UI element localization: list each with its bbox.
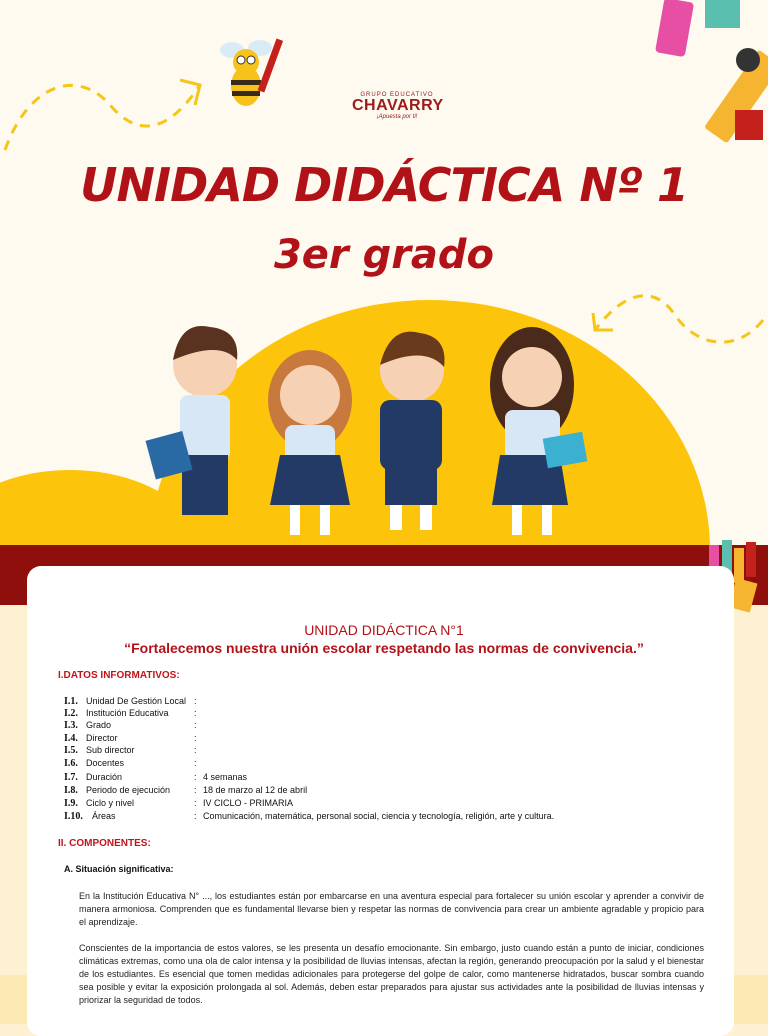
info-colon: : — [194, 745, 197, 755]
info-colon: : — [194, 798, 197, 808]
info-value: IV CICLO - PRIMARIA — [203, 798, 294, 808]
info-value: 4 semanas — [203, 772, 248, 782]
info-number: I.7. — [64, 772, 78, 783]
info-label: Director — [86, 733, 118, 743]
info-row — [64, 733, 724, 745]
cover-grade: 3er grado — [273, 232, 495, 278]
info-row — [64, 772, 724, 784]
document-title: UNIDAD DIDÁCTICA N°1 — [304, 622, 464, 638]
info-row — [64, 708, 724, 720]
info-colon: : — [194, 733, 197, 743]
section-heading-componentes: II. COMPONENTES: — [58, 838, 151, 849]
info-colon: : — [194, 720, 197, 730]
info-colon: : — [194, 785, 197, 795]
info-label: Grado — [86, 720, 112, 730]
paragraph-1: En la Institución Educativa N° ..., los estudiantes están por embarcarse en una aventura especial para fortalecer su unión escolar y aprender a convivir de manera armoniosa. Comprenden que es fundamental llevarse bien y respetar las normas de convivencia para crear un ambiente agradable y propicio para el aprendizaje. — [79, 891, 704, 927]
student-girl-1 — [268, 350, 352, 535]
info-number: I.2. — [64, 708, 78, 719]
student-boy-1 — [146, 326, 238, 515]
info-number: I.5. — [64, 745, 78, 756]
info-value: Comunicación, matemática, personal social, ciencia y tecnología, religión, arte y cultura. — [203, 811, 555, 821]
document-subtitle: “Fortalecemos nuestra unión escolar respetando las normas de convivencia.” — [124, 640, 644, 656]
info-row — [64, 720, 724, 732]
info-colon: : — [194, 772, 197, 782]
info-colon: : — [194, 696, 197, 706]
logo-slogan: ¡Apuesta por ti! — [376, 114, 418, 120]
info-number: I.3. — [64, 720, 78, 731]
dashed-arrow-right-icon — [585, 285, 768, 355]
info-label: Áreas — [92, 811, 116, 821]
info-label: Unidad De Gestión Local — [86, 696, 187, 706]
info-label: Duración — [86, 772, 123, 782]
info-row — [64, 798, 724, 810]
info-number: I.1. — [64, 696, 78, 707]
info-colon: : — [194, 811, 197, 821]
info-number: I.4. — [64, 733, 78, 744]
student-girl-2 — [490, 327, 587, 535]
dashed-arrow-left-icon — [0, 60, 210, 160]
students-illustration-icon — [140, 315, 600, 545]
info-colon: : — [194, 758, 197, 768]
situacion-heading: A. Situación significativa: — [64, 864, 174, 874]
info-colon: : — [194, 708, 197, 718]
cover-title: UNIDAD DIDÁCTICA Nº 1 — [80, 158, 688, 212]
info-number: I.10. — [64, 811, 83, 822]
info-number: I.6. — [64, 758, 78, 769]
info-number: I.9. — [64, 798, 78, 809]
section-heading-datos: I.DATOS INFORMATIVOS: — [58, 670, 180, 681]
paragraph-2: Conscientes de la importancia de estos valores, se les presenta un desafío emocionante. Sin embargo, justo cuando están a punto de iniciar, condiciones climáticas extremas, como una ola de calor intensa y la posibilidad de lluvias intensas, afectan la región, generando preocupación por la salud y el bienestar de los estudiantes. Es esencial que tomen medidas adicionales para protegerse del golpe de calor, como mantenerse hidratados, buscar sombra cuando sea posible y evitar la exposición prolongada al sol. Además, deben estar preparados para ajustar sus actividades ante la posibilidad de lluvias intensas y priorizar la seguridad de todos. — [79, 943, 704, 1005]
info-row — [64, 785, 724, 797]
info-row — [64, 811, 724, 823]
info-label: Docentes — [86, 758, 125, 768]
info-label: Sub director — [86, 745, 135, 755]
info-row — [64, 758, 724, 770]
info-label: Ciclo y nivel — [86, 798, 135, 808]
chavarry-logo — [352, 92, 442, 120]
info-label: Institución Educativa — [86, 708, 169, 718]
bee-mascot-icon — [210, 28, 290, 113]
logo-top-text: GRUPO EDUCATIVO — [360, 92, 434, 98]
info-value: 18 de marzo al 12 de abril — [203, 785, 308, 795]
stationery-decoration-icon — [650, 0, 768, 150]
logo-name: CHAVARRY — [352, 97, 444, 114]
info-row — [64, 696, 724, 708]
info-label: Periodo de ejecución — [86, 785, 171, 795]
info-row — [64, 745, 724, 757]
info-number: I.8. — [64, 785, 78, 796]
student-boy-2 — [380, 332, 445, 530]
